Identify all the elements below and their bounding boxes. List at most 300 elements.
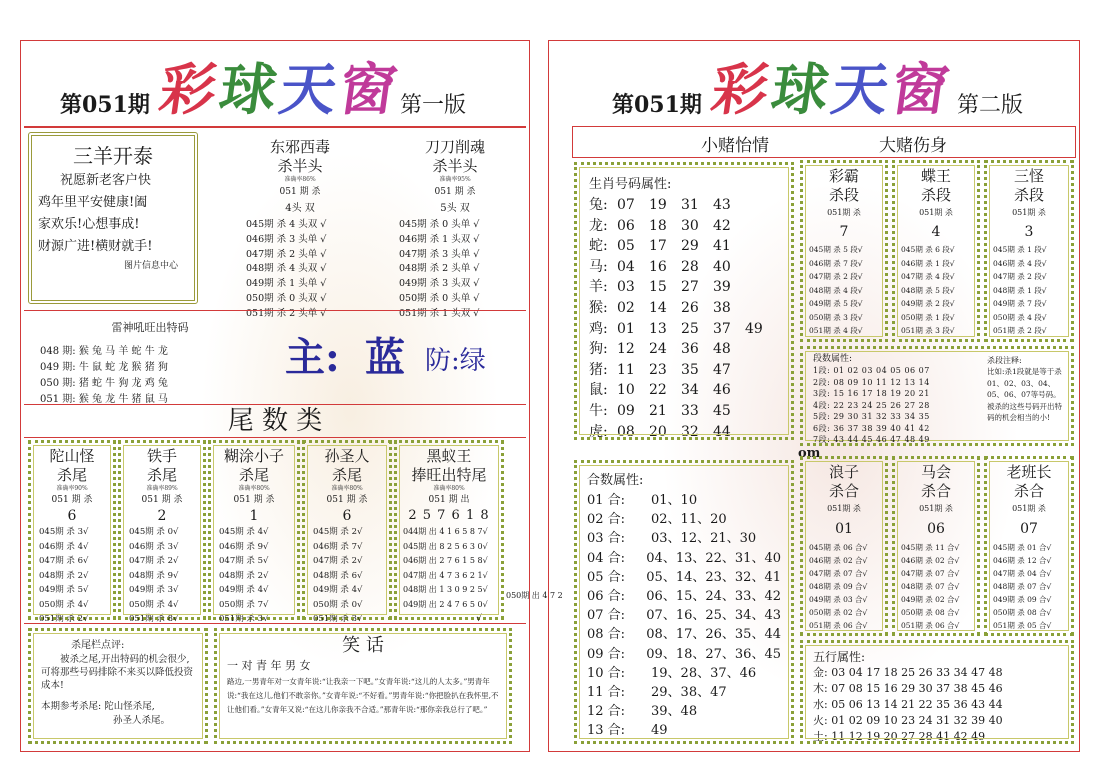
record-row: 045期 出 8 2 5 6 3 0√: [403, 541, 488, 551]
tail-box: [208, 440, 300, 624]
record-row: 046期 杀 4 段√: [993, 258, 1047, 268]
tail-box: [28, 440, 116, 624]
zodiac-label: 猪:: [589, 361, 608, 378]
zodiac-number: 11: [617, 361, 635, 378]
sum-label: 05 合:: [587, 569, 626, 585]
record-row: 048期 杀 1 段√: [993, 285, 1047, 295]
record-row: 049期 杀 02 合√: [901, 595, 960, 604]
record-row: 047期 杀 07 合√: [901, 569, 960, 578]
sum-label: 09 合:: [587, 646, 626, 662]
sum-numbers: 05、14、23、32、41: [646, 569, 781, 585]
record-row: 048期 杀 2√: [39, 570, 89, 581]
issue-label: 051期 杀: [1012, 208, 1046, 217]
sum-numbers: 29、38、47: [651, 685, 727, 701]
record-row: 046期 杀 1 段√: [901, 258, 955, 268]
greeting-title: 三羊开泰: [73, 144, 153, 168]
zodiac-number: 05: [617, 238, 635, 255]
zodiac-number: 22: [649, 382, 667, 399]
page-two-header: [612, 57, 1052, 123]
zodiac-label: 马:: [589, 258, 608, 275]
record-row: 050期 杀 08 合√: [993, 608, 1052, 617]
issue-label: 051期 杀: [827, 208, 861, 217]
box-subtitle: 杀尾: [238, 466, 269, 484]
section-rule: [24, 404, 526, 405]
record-row: 050期 杀 1 段√: [901, 312, 955, 322]
zodiac-number-row: [589, 298, 779, 319]
issue-label: 051期 杀: [1012, 504, 1046, 513]
zodiac-number: 40: [713, 258, 731, 275]
record-row: 048期 杀 07 合√: [993, 582, 1052, 591]
zodiac-number-row: [589, 257, 779, 278]
prediction-value: 6: [67, 508, 77, 524]
zodiac-number-row: [589, 236, 779, 257]
record-row: 047期 杀 2 头单 √: [246, 248, 327, 260]
zodiac-number: 36: [681, 341, 699, 358]
record-row: 049期 杀 5√: [39, 585, 89, 595]
record-row: 051期 杀 8√: [129, 614, 179, 624]
sum-label: 01 合:: [587, 493, 626, 508]
wx-row: 土: 11 12 19 20 27 28 41 42 49: [813, 730, 986, 743]
record-row: 045期 杀 1 段√: [993, 245, 1047, 254]
record-row: 049期 杀 09 合√: [993, 595, 1052, 604]
accuracy-label: 准确率80%: [331, 485, 363, 492]
prediction-value: 2: [157, 508, 167, 524]
zodiac-number: 15: [649, 279, 667, 296]
record-row: 048期 杀 9√: [129, 570, 179, 581]
greeting-line: 祝愿新老客户快: [60, 173, 152, 188]
sum-numbers: 04、13、22、31、40: [646, 550, 781, 566]
zodiac-label: 羊:: [589, 279, 608, 296]
zodiac-number-row: [589, 339, 779, 360]
record-row: 050期 杀 08 合√: [901, 608, 960, 617]
zodiac-number: 29: [681, 238, 699, 255]
record-row: 050期 杀 4 段√: [993, 312, 1047, 322]
prediction-value: 4: [931, 224, 941, 240]
issue-label: 051 期 杀: [434, 187, 476, 197]
zodiac-number: 04: [617, 258, 635, 275]
record-row: 046期 杀 02 合√: [809, 556, 868, 565]
segnote-body: 比如:杀1段就是等于杀01、02、03、04、05、06、07等号码。被杀的这些号码开出特码的机会相当的小!: [987, 367, 1062, 422]
issue-label: 051期 杀: [919, 504, 953, 513]
box-subtitle: 杀尾: [331, 466, 362, 484]
record-row: 049期 杀 2 段√: [901, 299, 955, 308]
sum-row: [587, 721, 781, 740]
issue-label: 051期 杀: [919, 208, 953, 217]
dongxie-panel: [230, 138, 370, 322]
record-row: 050期 杀 0√: [313, 599, 363, 610]
issue-label: 051 期 杀: [326, 495, 368, 505]
sum-title: 合数属性:: [587, 473, 644, 488]
box-subtitle: 杀合: [920, 482, 951, 500]
record-row: 049期 杀 5 段√: [809, 299, 863, 308]
zodiac-number: 47: [713, 361, 731, 378]
sum-row: [587, 683, 781, 702]
record-row: 045期 杀 06 合√: [809, 543, 868, 552]
sum-label: 10 合:: [587, 665, 626, 681]
zodiac-number: 46: [713, 382, 731, 399]
box-title: 黑蚁王: [426, 447, 472, 465]
segattr-row: 3段: 15 16 17 18 19 20 21: [813, 389, 930, 398]
main-color: 蓝: [365, 334, 405, 381]
record-row: 045期 杀 01 合√: [993, 543, 1052, 552]
sum-row: [587, 549, 781, 568]
box-subtitle: 杀段: [828, 186, 859, 204]
wx-row: 木: 07 08 15 16 29 30 37 38 45 46: [813, 682, 1003, 695]
review-box: [28, 628, 208, 744]
sum-label: 07 合:: [587, 608, 626, 624]
box-title: 三怪: [1013, 167, 1044, 185]
segment-attr-box: [800, 346, 1074, 446]
zodiac-row: 050 期: 猪 蛇 牛 狗 龙 鸡 兔: [40, 378, 168, 389]
segattr-row: 4段: 22 23 24 25 26 27 28: [813, 400, 930, 410]
sum-kill-box: [892, 456, 980, 636]
record-row: 048期 出 1 3 0 9 2 5√: [403, 585, 488, 594]
box-subtitle: 杀合: [828, 482, 859, 500]
accuracy-label: 准确率89%: [146, 485, 178, 492]
record-row: 050期 杀 7√: [219, 599, 269, 610]
zodiac-number: 01: [617, 320, 635, 337]
sum-kill-box: [800, 456, 888, 636]
record-row: 047期 杀 3 头单 √: [399, 248, 480, 260]
record-row: 049期 杀 4√: [313, 585, 363, 595]
joke-subtitle: 一 对 青 年 男 女: [227, 659, 311, 672]
panel-subtitle: 杀半头: [277, 157, 323, 175]
sum-label: 11 合:: [587, 685, 626, 701]
prediction-value: 5头 双: [440, 203, 470, 214]
record-row: 046期 杀 02 合√: [901, 556, 960, 565]
sum-label: 06 合:: [587, 589, 626, 605]
sum-numbers: 49: [651, 723, 668, 739]
five-elements-box: [800, 640, 1074, 744]
prediction-value: 2 5 7 6 1 8: [408, 508, 490, 523]
box-title: 陀山怪: [49, 447, 95, 465]
issue-label: 051 期 杀: [141, 495, 183, 505]
sum-numbers: 09、18、27、36、45: [646, 646, 781, 662]
box-title: 浪子: [828, 463, 859, 481]
record-row: 044期 出 4 1 6 5 8 7√: [403, 527, 488, 536]
zodiac-number-row: [589, 277, 779, 298]
record-row: 051期 杀 06 合√: [809, 621, 868, 630]
sum-row: [587, 606, 781, 625]
zodiac-number: 14: [649, 299, 667, 316]
issue-label: 051期 杀: [827, 504, 861, 513]
record-row: 045期 杀 11 合√: [901, 543, 960, 552]
greeting-line: 鸡年里平安健康!阖: [38, 195, 148, 210]
box-title: 糊涂小子: [223, 447, 284, 465]
box-title: 蝶王: [920, 167, 951, 185]
section-rule: [24, 310, 526, 311]
record-row: 048期 杀 4 头双 √: [246, 263, 327, 275]
zodiac-label: 狗:: [589, 341, 608, 358]
record-row: 048期 杀 5 段√: [901, 285, 955, 295]
tail-section-title: 尾 数 类: [227, 406, 323, 436]
record-row: 046期 杀 12 合√: [993, 556, 1052, 565]
segment-box: [892, 160, 980, 342]
issue-number: 第051期: [612, 92, 702, 118]
record-row: 048期 杀 2√: [219, 570, 269, 581]
record-row: 048期 杀 09 合√: [809, 582, 868, 591]
sum-label: 02 合:: [587, 512, 626, 528]
panel-title: 雷神吼旺出特码: [111, 321, 189, 334]
logo: 彩球天窗: [707, 57, 957, 123]
wx-title: 五行属性:: [813, 650, 866, 664]
zodiac-number: 23: [649, 361, 667, 378]
zodiac-number: 24: [649, 341, 667, 358]
record-row: 045期 杀 0 头单 √: [399, 219, 480, 230]
zodiac-number: 35: [681, 361, 699, 378]
zodiac-number-row: [589, 319, 779, 340]
zodiac-number: 28: [681, 258, 699, 275]
sum-numbers: 19、28、37、46: [651, 665, 757, 681]
slogan-bar: [572, 126, 1076, 158]
sum-row: [587, 491, 781, 510]
zodiac-number: [745, 422, 777, 443]
tick-mark: √: [476, 614, 482, 624]
segment-box: [800, 160, 888, 342]
panel-title: 东邪西毒: [269, 138, 330, 156]
record-row: 047期 杀 07 合√: [809, 569, 868, 578]
sum-rows: [587, 491, 781, 741]
url-fragment: om: [798, 446, 821, 461]
zodiac-number: 12: [617, 341, 635, 358]
zodiac-number: [745, 401, 777, 422]
zodiac-number: 02: [617, 299, 635, 316]
review-ref: 本期参考杀尾: 陀山怪杀尾,: [41, 701, 155, 712]
review-body: 被杀之尾,开出特码的机会很少,可将那些号码排除不来买以降低投资成本!: [41, 654, 194, 691]
zodiac-label: 兔:: [589, 197, 608, 213]
section-rule: [24, 437, 526, 438]
zodiac-label: 虎:: [589, 423, 608, 440]
record-row: 048期 杀 4 段√: [809, 285, 863, 295]
zodiac-label: 牛:: [589, 402, 608, 419]
accuracy-label: 准确率90%: [56, 485, 88, 492]
daodao-panel: [385, 138, 525, 322]
zodiac-number: 27: [681, 279, 699, 296]
record-row: 051期 杀 05 合√: [993, 621, 1052, 630]
zodiac-number: 09: [617, 402, 635, 419]
sum-row: [587, 587, 781, 606]
zodiac-number: 32: [681, 423, 699, 440]
zodiac-number: 25: [681, 320, 699, 337]
segattr-row: 2段: 08 09 10 11 12 13 14: [813, 377, 930, 387]
record-row: 045期 杀 4 头双 √: [246, 219, 327, 230]
zodiac-label: 龙:: [589, 217, 608, 234]
record-row: 047期 杀 4 段√: [901, 272, 955, 281]
record-row: 051期 杀 4 段√: [809, 326, 863, 335]
zodiac-number: 37: [713, 320, 731, 337]
sum-row: [587, 702, 781, 721]
sum-attr-box: [574, 460, 794, 744]
joke-body: 路边,一男青年对一女青年说:“让我亲一下吧。”女青年说:“这儿的人太多。”男青年说:“我在这儿,他们不敢亲你。”女青年说:“不好看。”男青年说:“你把脸扒在我怀里,不让他们看。”女青年又说:“在这儿你亲我不合适。”那青年说:“那你亲我总行了吧。”: [227, 677, 499, 714]
record-row: 051期 杀 3√: [313, 614, 363, 624]
record-row: 045期 杀 6 段√: [901, 245, 955, 254]
zodiac-number: 18: [649, 217, 667, 234]
zodiac-number: [745, 216, 777, 237]
box-title: 彩霸: [828, 167, 859, 185]
greeting-box: [28, 132, 198, 304]
joke-box: [214, 628, 512, 744]
zodiac-number: 26: [681, 299, 699, 316]
sum-numbers: 01、10: [651, 493, 698, 508]
zodiac-number-row: [589, 401, 779, 422]
record-row: 050期 杀 02 合√: [809, 608, 868, 617]
sum-label: 08 合:: [587, 627, 626, 643]
zodiac-number: 48: [713, 341, 731, 358]
record-row: 051期 杀 2 段√: [993, 326, 1047, 335]
zodiac-number: 10: [617, 382, 635, 399]
box-subtitle: 杀尾: [56, 466, 87, 484]
box-title: 孙圣人: [324, 447, 370, 465]
zodiac-number: 06: [617, 217, 635, 234]
zodiac-number: 34: [681, 382, 699, 399]
zodiac-number-row: [589, 422, 779, 443]
record-row: 050期 杀 0 头单 √: [399, 292, 480, 304]
record-row: 047期 杀 5√: [219, 556, 269, 566]
record-row: 049期 出 2 4 7 6 5 0√: [403, 599, 488, 609]
zodiac-number: 13: [649, 320, 667, 337]
zodiac-number: [745, 277, 777, 298]
segnote-title: 杀段注释:: [987, 356, 1022, 365]
edition-label: 第二版: [957, 93, 1024, 118]
record-row: 051期 杀 3√: [219, 614, 269, 624]
backup-color: 防:绿: [425, 346, 486, 376]
accuracy-label: 准确率86%: [284, 176, 316, 183]
zodiac-label: 鸡:: [589, 320, 608, 337]
record-row: 045期 杀 4√: [219, 527, 269, 537]
zodiac-number: 39: [713, 279, 731, 296]
record-row: 049期 杀 3 头双 √: [399, 278, 480, 290]
page-one-header: [60, 57, 500, 123]
sum-row: [587, 529, 781, 548]
source-label: 图片信息中心: [123, 261, 178, 271]
zodiac-rows: [589, 195, 779, 442]
zodiac-number: [745, 257, 777, 278]
wx-row: 金: 03 04 17 18 25 26 33 34 47 48: [813, 666, 1003, 679]
zodiac-table: [574, 162, 794, 440]
accuracy-label: 准确率80%: [433, 485, 465, 492]
zodiac-number: 41: [713, 238, 731, 255]
box-subtitle: 杀段: [920, 186, 951, 204]
segattr-row: 5段: 29 30 31 32 33 34 35: [813, 412, 930, 421]
logo: 彩球天窗: [155, 57, 405, 123]
zodiac-number: 45: [713, 402, 731, 419]
edition-label: 第一版: [400, 93, 467, 118]
record-row: 049期 杀 03 合√: [809, 595, 868, 604]
wx-row: 水: 05 06 13 14 21 22 35 36 43 44: [813, 698, 1003, 711]
issue-label: 051 期 杀: [279, 187, 321, 197]
record-row: 046期 杀 4√: [39, 541, 89, 552]
record-row: 046期 杀 9√: [219, 541, 269, 552]
zodiac-number: 19: [649, 197, 667, 213]
prediction-value: 07: [1020, 521, 1038, 537]
record-row: 048期 杀 2 头单 √: [399, 263, 480, 275]
box-title: 老班长: [1006, 463, 1052, 481]
zodiac-number: 03: [617, 279, 635, 296]
segattr-row: 1段: 01 02 03 04 05 06 07: [813, 366, 930, 375]
record-row: 047期 杀 2 段√: [809, 272, 863, 281]
prediction-value: 01: [835, 521, 853, 537]
sum-label: 12 合:: [587, 704, 626, 720]
prediction-value: 7: [839, 224, 849, 240]
prediction-value: 1: [249, 508, 259, 524]
accuracy-label: 准确率95%: [439, 176, 471, 183]
record-row: 050期 杀 0 头双 √: [246, 292, 327, 304]
main-label: 主:: [285, 334, 340, 381]
zodiac-row: 049 期: 牛 鼠 蛇 龙 猴 猪 狗: [40, 362, 168, 373]
zodiac-number: 07: [617, 197, 635, 213]
sum-numbers: 07、16、25、34、43: [646, 608, 781, 624]
record-row: 049期 杀 4√: [219, 585, 269, 595]
zodiac-label: 鼠:: [589, 382, 608, 399]
box-title: 马会: [920, 463, 951, 481]
joke-title: 笑 话: [342, 635, 384, 656]
prediction-value: 4头 双: [285, 203, 315, 214]
zodiac-row: 048 期: 猴 兔 马 羊 蛇 牛 龙: [40, 346, 168, 357]
record-row: 047期 杀 04 合√: [993, 569, 1052, 578]
sum-numbers: 02、11、20: [651, 512, 727, 528]
zodiac-number: 49: [745, 320, 763, 337]
record-row: 047期 杀 2 段√: [993, 272, 1047, 281]
record-row: 046期 杀 1 头双 √: [399, 233, 480, 245]
leishen-panel: [40, 318, 260, 408]
box-subtitle: 杀段: [1013, 186, 1044, 204]
greeting-line: 家欢乐!心想事成!: [38, 217, 140, 232]
record-row: 049期 杀 3√: [129, 585, 179, 595]
review-ref: 孙圣人杀尾。: [113, 715, 171, 726]
zodiac-number-row: [589, 380, 779, 401]
record-row: 048期 杀 07 合√: [901, 582, 960, 591]
review-title: 杀尾栏点评:: [71, 640, 125, 651]
record-row: 045期 杀 3√: [39, 527, 89, 537]
record-row: 051期 杀 1 头双 √: [399, 307, 480, 319]
zodiac-number: [745, 195, 777, 216]
record-row: 047期 出 4 7 3 6 2 1√: [403, 570, 488, 580]
greeting-line: 财源广进!横财就手!: [38, 239, 153, 254]
record-row: 045期 杀 5 段√: [809, 245, 863, 254]
black-ant-box: [394, 440, 504, 624]
sum-numbers: 08、17、26、35、44: [646, 627, 781, 643]
zodiac-number-row: [589, 195, 779, 216]
record-row: 045期 杀 2√: [313, 527, 363, 537]
record-row: 046期 杀 3 头单 √: [246, 233, 327, 245]
record-row: 051期 杀 2√: [39, 614, 89, 624]
zodiac-number: 31: [681, 197, 699, 213]
box-subtitle: 杀合: [1013, 482, 1044, 500]
record-row: 051期 杀 2 头单 √: [246, 307, 327, 319]
record-row: 047期 杀 2√: [313, 556, 363, 566]
record-row: 046期 杀 3√: [129, 541, 179, 552]
sum-label: 03 合:: [587, 531, 626, 547]
zodiac-number: [745, 298, 777, 319]
sum-kill-box: [984, 456, 1074, 636]
header-rule: [24, 126, 526, 128]
sum-row: [587, 510, 781, 529]
sum-row: [587, 625, 781, 644]
panel-title: 刀刀削魂: [424, 138, 485, 156]
issue-number: 第051期: [60, 92, 150, 118]
record-row: 048期 杀 6√: [313, 570, 363, 581]
slogan-left: 小赌怡情: [701, 136, 769, 156]
sum-row: [587, 664, 781, 683]
zodiac-number: 20: [649, 423, 667, 440]
sum-row: [587, 568, 781, 587]
zodiac-number-row: [589, 216, 779, 237]
panel-subtitle: 杀半头: [432, 157, 478, 175]
box-subtitle: 捧旺出特尾: [411, 466, 487, 484]
record-row: 051期 杀 06 合√: [901, 621, 960, 630]
issue-label: 051 期 杀: [233, 495, 275, 505]
sum-label: 13 合:: [587, 723, 626, 739]
